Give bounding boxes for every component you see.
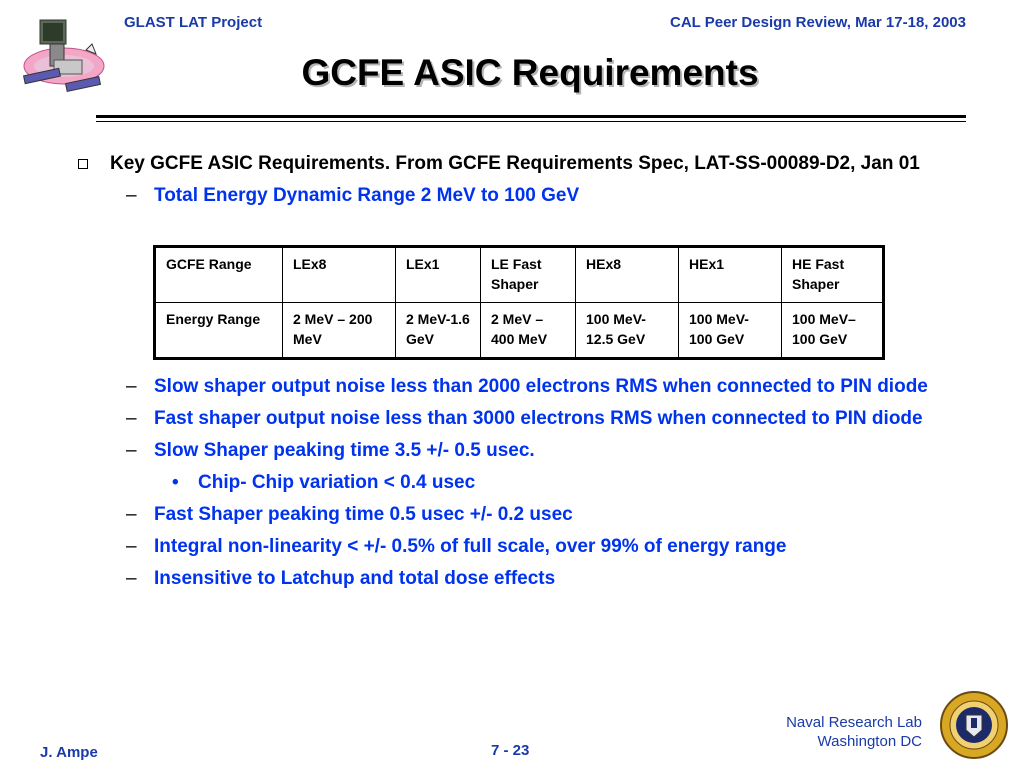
table-cell: HEx8 bbox=[576, 247, 679, 303]
bullet-fast-noise bbox=[74, 405, 954, 433]
naval-research-lab-seal-icon bbox=[935, 690, 1013, 760]
table-cell: 2 MeV-1.6 GeV bbox=[396, 303, 481, 359]
header-project: GLAST LAT Project bbox=[124, 14, 263, 31]
bullet-key-requirements-text: Key GCFE ASIC Requirements. From GCFE Requirements Spec, LAT-SS-00089-D2, Jan 01 bbox=[110, 153, 920, 174]
dash-bullet-icon: – bbox=[126, 568, 137, 589]
bullet-slow-noise-text: Slow shaper output noise less than 2000 electrons RMS when connected to PIN diode bbox=[154, 376, 928, 397]
header-event: CAL Peer Design Review, Mar 17-18, 2003 bbox=[670, 14, 966, 31]
table-cell: Energy Range bbox=[155, 303, 283, 359]
dash-bullet-icon: – bbox=[126, 185, 137, 206]
bullet-latchup-text: Insensitive to Latchup and total dose effects bbox=[154, 568, 556, 589]
table-cell: LEx8 bbox=[283, 247, 396, 303]
dash-bullet-icon: – bbox=[126, 504, 137, 525]
bullet-nonlinearity bbox=[74, 533, 954, 561]
table-row bbox=[155, 247, 884, 303]
intro-section bbox=[74, 150, 954, 210]
footer-organization bbox=[786, 713, 922, 751]
bullet-chip-variation bbox=[74, 469, 954, 497]
table-cell: LE Fast Shaper bbox=[481, 247, 576, 303]
table-cell: HE Fast Shaper bbox=[782, 247, 884, 303]
bullet-slow-peak bbox=[74, 437, 954, 465]
bullet-fast-peak bbox=[74, 501, 954, 529]
dash-bullet-icon: – bbox=[126, 440, 137, 461]
table-cell: 2 MeV – 400 MeV bbox=[481, 303, 576, 359]
footer-org-line2: Washington DC bbox=[817, 733, 922, 750]
bullet-key-requirements bbox=[74, 150, 954, 178]
bullet-slow-noise bbox=[74, 373, 954, 401]
bullet-chip-variation-text: Chip- Chip variation < 0.4 usec bbox=[198, 472, 476, 493]
bullet-dynamic-range bbox=[74, 182, 954, 210]
table-cell: 100 MeV-100 GeV bbox=[679, 303, 782, 359]
table-cell: 100 MeV–100 GeV bbox=[782, 303, 884, 359]
dash-bullet-icon: – bbox=[126, 408, 137, 429]
table-cell: 100 MeV-12.5 GeV bbox=[576, 303, 679, 359]
footer-page-number: 7 - 23 bbox=[491, 742, 530, 759]
footer-author: J. Ampe bbox=[40, 744, 98, 761]
square-bullet-icon bbox=[78, 159, 88, 169]
table-row bbox=[155, 303, 884, 359]
dash-bullet-icon: – bbox=[126, 536, 137, 557]
bullet-latchup bbox=[74, 565, 954, 593]
table-cell: 2 MeV – 200 MeV bbox=[283, 303, 396, 359]
energy-range-table bbox=[153, 245, 885, 360]
page-title: GCFE ASIC Requirements bbox=[301, 52, 759, 93]
title-rule-thick bbox=[96, 115, 966, 118]
requirements-list bbox=[74, 369, 954, 593]
bullet-fast-peak-text: Fast Shaper peaking time 0.5 usec +/- 0.2 usec bbox=[154, 504, 573, 525]
bullet-slow-peak-text: Slow Shaper peaking time 3.5 +/- 0.5 usec. bbox=[154, 440, 535, 461]
bullet-dynamic-range-text: Total Energy Dynamic Range 2 MeV to 100 GeV bbox=[154, 185, 580, 206]
dash-bullet-icon: – bbox=[126, 376, 137, 397]
footer-org-line1: Naval Research Lab bbox=[786, 714, 922, 731]
bullet-fast-noise-text: Fast shaper output noise less than 3000 electrons RMS when connected to PIN diode bbox=[154, 408, 923, 429]
bullet-nonlinearity-text: Integral non-linearity < +/- 0.5% of full scale, over 99% of energy range bbox=[154, 536, 787, 557]
dot-bullet-icon: • bbox=[172, 472, 179, 493]
table-cell: LEx1 bbox=[396, 247, 481, 303]
table-cell: HEx1 bbox=[679, 247, 782, 303]
title-rule-thin bbox=[96, 121, 966, 122]
table-cell: GCFE Range bbox=[155, 247, 283, 303]
